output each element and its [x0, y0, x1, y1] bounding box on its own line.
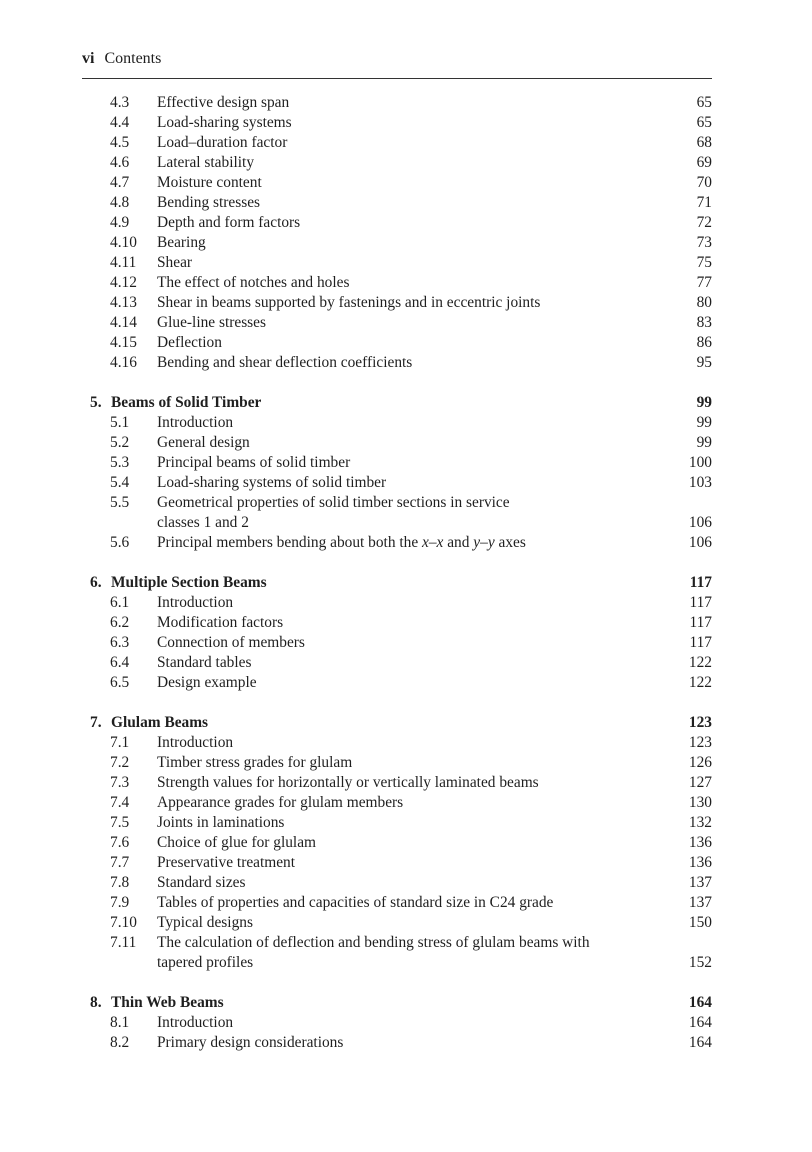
entry-number: 4.7: [110, 174, 130, 191]
entry-number: 4.4: [110, 114, 130, 131]
section-spacer: [82, 373, 712, 393]
entry-number: 7.10: [110, 914, 137, 931]
entry-title: Typical designs: [157, 914, 253, 931]
chapter-title: Glulam Beams: [111, 714, 209, 731]
entry-title: Standard sizes: [157, 874, 246, 891]
entry-page: 86: [696, 334, 712, 351]
entry-number: 6.5: [110, 674, 130, 691]
entry-number: 4.16: [110, 354, 137, 371]
entry-title: The calculation of deflection and bending stress of glulam beams with: [157, 934, 590, 951]
entry-page: 132: [688, 814, 712, 831]
entry-title: Appearance grades for glulam members: [157, 794, 404, 811]
entry-number: 5.2: [110, 434, 130, 451]
toc-entry: [82, 193, 712, 213]
entry-title: Standard tables: [157, 654, 252, 671]
entry-title-part: axes: [494, 534, 526, 551]
entry-number: 6.4: [110, 654, 130, 671]
chapter-title: Thin Web Beams: [111, 994, 224, 1011]
entry-title: Bearing: [157, 234, 206, 251]
toc-entry: [82, 273, 712, 293]
entry-page: 164: [688, 1034, 712, 1051]
section-spacer: [82, 693, 712, 713]
entry-title: Shear in beams supported by fastenings and in eccentric joints: [157, 294, 541, 311]
chapter-page: 123: [688, 714, 712, 731]
entry-number: 4.14: [110, 314, 137, 331]
entry-page: 126: [688, 754, 712, 771]
entry-number: 5.4: [110, 474, 130, 491]
toc-entry-continuation: [82, 953, 712, 973]
entry-number: 7.6: [110, 834, 130, 851]
entry-page: 136: [688, 854, 712, 871]
entry-title: Glue-line stresses: [157, 314, 266, 331]
entry-page: 99: [696, 414, 712, 431]
toc-entry: [82, 853, 712, 873]
entry-number: 4.15: [110, 334, 137, 351]
entry-title-part: Principal members bending about both the: [157, 534, 423, 551]
entry-page: 69: [696, 154, 712, 171]
entry-page: 75: [696, 254, 712, 271]
toc-entry: [82, 213, 712, 233]
toc-entry: [82, 633, 712, 653]
entry-title: Geometrical properties of solid timber sections in service: [157, 494, 510, 511]
entry-title: Deflection: [157, 334, 222, 351]
toc-entry: [82, 933, 712, 953]
toc-entry: [82, 153, 712, 173]
axis-symbol-y: y–y: [473, 534, 495, 551]
entry-page: 71: [696, 194, 712, 211]
entry-number: 6.2: [110, 614, 130, 631]
entry-page: 68: [696, 134, 712, 151]
entry-number: 5.1: [110, 414, 130, 431]
entry-number: 4.12: [110, 274, 137, 291]
entry-number: 7.8: [110, 874, 130, 891]
toc-entry: [82, 733, 712, 753]
toc-entry: [82, 673, 712, 693]
entry-page: 70: [696, 174, 712, 191]
toc-entry: [82, 833, 712, 853]
entry-number: 7.1: [110, 734, 130, 751]
toc-entry: [82, 1033, 712, 1053]
entry-title-part: and: [443, 534, 474, 551]
entry-number: 4.9: [110, 214, 130, 231]
entry-title: Load-sharing systems of solid timber: [157, 474, 387, 491]
entry-number: 4.6: [110, 154, 130, 171]
entry-number: 5.3: [110, 454, 130, 471]
toc-entry: [82, 413, 712, 433]
entry-page: 72: [696, 214, 712, 231]
entry-number: 7.2: [110, 754, 130, 771]
entry-number: 7.3: [110, 774, 130, 791]
toc-entry: [82, 293, 712, 313]
entry-number: 8.2: [110, 1034, 130, 1051]
entry-title: Depth and form factors: [157, 214, 301, 231]
toc-entry: [82, 533, 712, 553]
entry-title: Choice of glue for glulam: [157, 834, 316, 851]
entry-title: Primary design considerations: [157, 1034, 344, 1051]
toc-entry: [82, 93, 712, 113]
entry-title: Introduction: [157, 414, 234, 431]
entry-page: 136: [688, 834, 712, 851]
chapter-heading: [82, 573, 712, 593]
toc-entry: [82, 893, 712, 913]
entry-title: Preservative treatment: [157, 854, 296, 871]
toc-entry: [82, 173, 712, 193]
entry-number: 6.1: [110, 594, 130, 611]
chapter-number: 6.: [90, 574, 102, 591]
table-of-contents: [82, 93, 712, 1053]
chapter-title: Multiple Section Beams: [111, 574, 267, 591]
entry-number: 8.1: [110, 1014, 130, 1031]
toc-entry: [82, 793, 712, 813]
toc-entry: [82, 913, 712, 933]
toc-entry: [82, 353, 712, 373]
entry-number: 7.7: [110, 854, 130, 871]
entry-page: 137: [688, 894, 712, 911]
entry-title: Shear: [157, 254, 193, 271]
entry-title: General design: [157, 434, 250, 451]
entry-number: 4.5: [110, 134, 130, 151]
entry-title: Load–duration factor: [157, 134, 288, 151]
entry-page: 106: [688, 514, 712, 531]
entry-page: 130: [688, 794, 712, 811]
page-number: vi: [82, 50, 95, 67]
entry-number: 4.3: [110, 94, 130, 111]
running-header: [82, 49, 712, 69]
chapter-page: 164: [688, 994, 712, 1011]
toc-entry: [82, 453, 712, 473]
entry-title: Moisture content: [157, 174, 262, 191]
toc-entry: [82, 613, 712, 633]
entry-title: Connection of members: [157, 634, 305, 651]
toc-entry-continuation: [82, 513, 712, 533]
toc-entry: [82, 253, 712, 273]
section-spacer: [82, 973, 712, 993]
entry-title: Load-sharing systems: [157, 114, 292, 131]
entry-number: 5.6: [110, 534, 130, 551]
entry-page: 117: [689, 594, 712, 611]
toc-entry: [82, 133, 712, 153]
entry-page: 152: [688, 954, 712, 971]
entry-title: Strength values for horizontally or vertically laminated beams: [157, 774, 539, 791]
entry-page: 122: [688, 674, 712, 691]
toc-entry: [82, 473, 712, 493]
entry-number: 4.10: [110, 234, 137, 251]
entry-page: 65: [696, 94, 712, 111]
entry-page: 117: [689, 614, 712, 631]
entry-title: Introduction: [157, 594, 234, 611]
toc-entry: [82, 113, 712, 133]
entry-number: 7.4: [110, 794, 130, 811]
entry-title: The effect of notches and holes: [157, 274, 350, 291]
entry-page: 117: [689, 634, 712, 651]
entry-page: 106: [688, 534, 712, 551]
entry-page: 122: [688, 654, 712, 671]
toc-entry: [82, 313, 712, 333]
toc-entry: [82, 1013, 712, 1033]
toc-entry: [82, 433, 712, 453]
running-title: Contents: [104, 50, 162, 67]
entry-title: Introduction: [157, 734, 234, 751]
entry-title-continued: tapered profiles: [157, 954, 254, 971]
entry-number: 7.5: [110, 814, 130, 831]
entry-title: Tables of properties and capacities of standard size in C24 grade: [157, 894, 554, 911]
toc-entry: [82, 773, 712, 793]
entry-title-continued: classes 1 and 2: [157, 514, 249, 531]
header-rule: [82, 78, 712, 79]
axis-symbol-x: x–x: [422, 534, 444, 551]
entry-page: 127: [688, 774, 712, 791]
chapter-number: 8.: [90, 994, 102, 1011]
entry-page: 100: [688, 454, 712, 471]
entry-page: 137: [688, 874, 712, 891]
entry-title: Bending and shear deflection coefficients: [157, 354, 413, 371]
toc-entry: [82, 593, 712, 613]
entry-number: 7.9: [110, 894, 130, 911]
entry-number: 4.8: [110, 194, 130, 211]
entry-page: 73: [696, 234, 712, 251]
entry-title: Lateral stability: [157, 154, 255, 171]
section-spacer: [82, 553, 712, 573]
chapter-number: 7.: [90, 714, 102, 731]
toc-entry: [82, 873, 712, 893]
entry-page: 65: [696, 114, 712, 131]
entry-page: 99: [696, 434, 712, 451]
entry-title: Introduction: [157, 1014, 234, 1031]
entry-page: 95: [696, 354, 712, 371]
entry-title: Effective design span: [157, 94, 290, 111]
toc-entry: [82, 653, 712, 673]
entry-title: Modification factors: [157, 614, 284, 631]
entry-page: 77: [696, 274, 712, 291]
toc-entry: [82, 333, 712, 353]
chapter-heading: [82, 713, 712, 733]
entry-page: 123: [688, 734, 712, 751]
entry-number: 6.3: [110, 634, 130, 651]
entry-title: Principal beams of solid timber: [157, 454, 351, 471]
entry-number: 5.5: [110, 494, 130, 511]
toc-entry: [82, 813, 712, 833]
toc-entry: [82, 233, 712, 253]
entry-number: 4.11: [110, 254, 137, 271]
chapter-heading: [82, 993, 712, 1013]
entry-title: Design example: [157, 674, 257, 691]
entry-title: Bending stresses: [157, 194, 261, 211]
toc-entry: [82, 753, 712, 773]
entry-title: Timber stress grades for glulam: [157, 754, 353, 771]
chapter-page: 99: [696, 394, 712, 411]
entry-page: 103: [688, 474, 712, 491]
chapter-title: Beams of Solid Timber: [111, 394, 262, 411]
toc-entry: [82, 493, 712, 513]
entry-number: 7.11: [110, 934, 137, 951]
chapter-page: 117: [689, 574, 712, 591]
entry-page: 83: [696, 314, 712, 331]
chapter-heading: [82, 393, 712, 413]
entry-title: [157, 533, 526, 553]
entry-title: Joints in laminations: [157, 814, 285, 831]
entry-number: 4.13: [110, 294, 137, 311]
entry-page: 80: [696, 294, 712, 311]
chapter-number: 5.: [90, 394, 102, 411]
entry-page: 150: [688, 914, 712, 931]
entry-page: 164: [688, 1014, 712, 1031]
